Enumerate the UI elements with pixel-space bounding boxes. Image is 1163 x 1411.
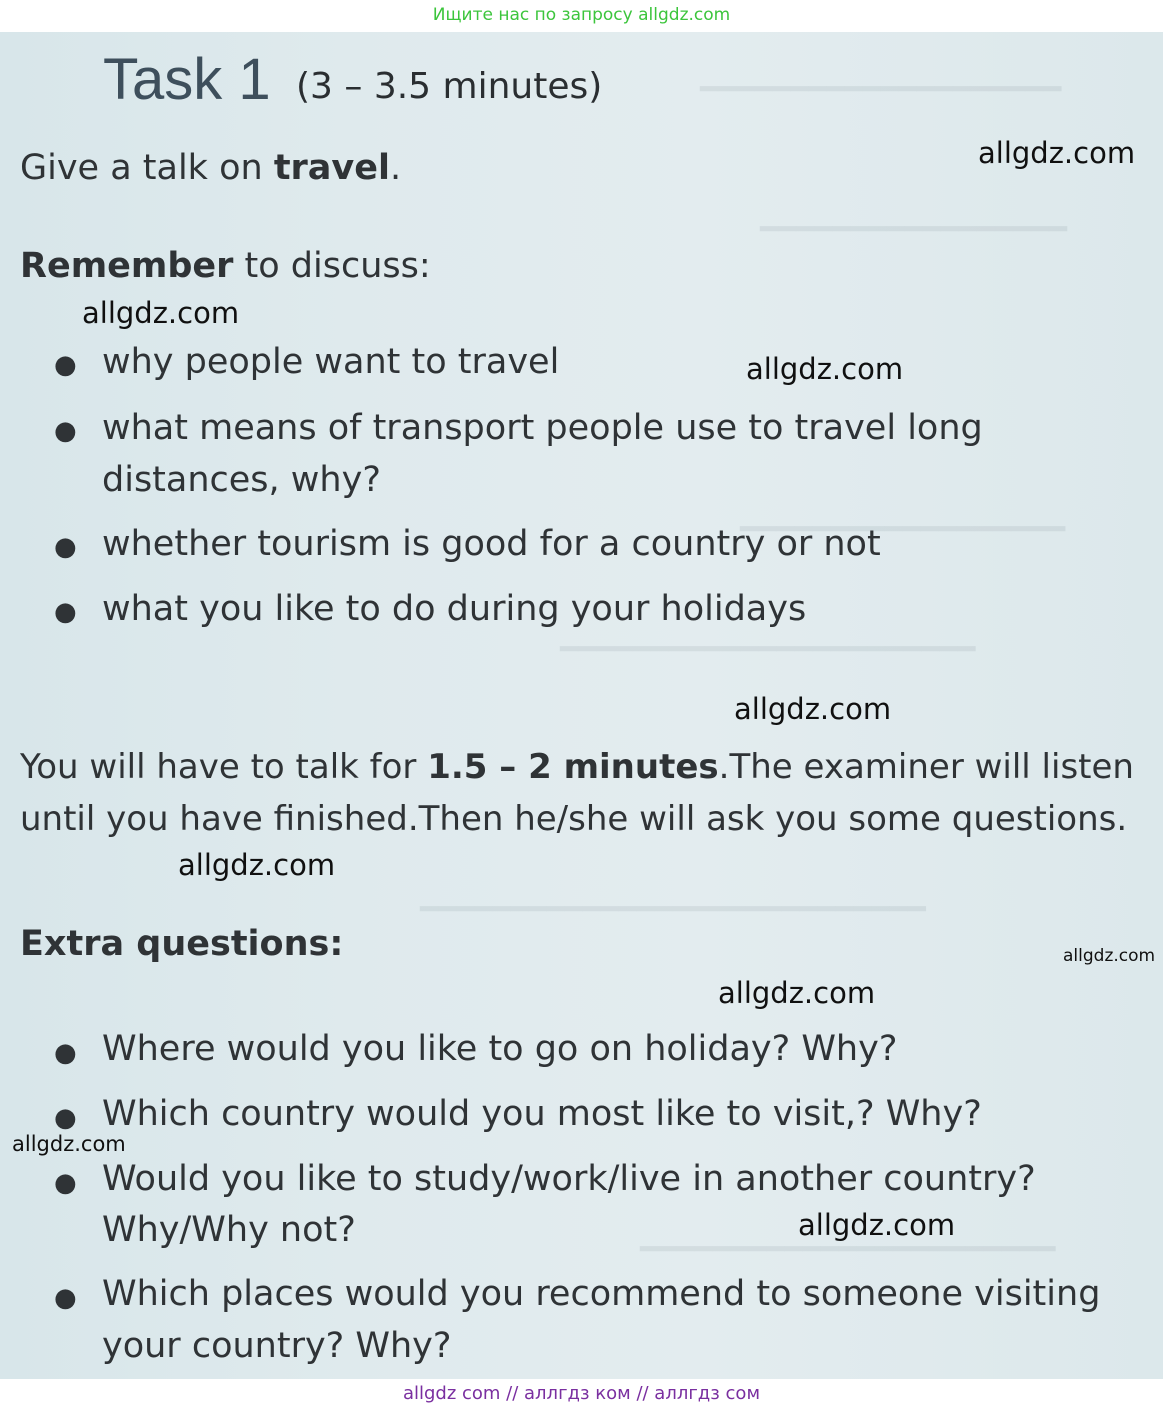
intro-suffix: . (389, 148, 402, 188)
bullet-icon: ● (54, 1038, 77, 1068)
document (0, 32, 1163, 1379)
extra-question: Which places would you recommend to someone visiting (102, 1274, 1101, 1314)
top-banner: Ищите нас по запросу allgdz.com (0, 0, 1163, 32)
bleed-through-decoration: ━━━━━━━━━━━━━━━━━━━━ (700, 73, 1062, 106)
bullet-icon: ● (54, 1103, 77, 1133)
bleed-through-decoration: ━━━━━━━━━━━━━━━━━━━━━━━ (640, 1233, 1056, 1266)
watermark: allgdz.com (1063, 946, 1156, 966)
bullet-icon: ● (54, 1168, 77, 1198)
instructions-line-1 (20, 740, 1134, 794)
remember-heading-rest: to discuss: (233, 246, 431, 286)
extra-question-continued: your country? Why? (102, 1326, 452, 1366)
remember-item: why people want to travel (102, 342, 560, 382)
task-title: Task 1 (103, 47, 271, 112)
bullet-icon: ● (54, 416, 77, 446)
bullet-icon: ● (54, 1283, 77, 1313)
extra-questions-heading: Extra questions: (20, 924, 344, 964)
bullet-icon: ● (54, 350, 77, 380)
remember-item: what means of transport people use to travel long (102, 408, 983, 448)
remember-item: whether tourism is good for a country or not (102, 524, 881, 564)
instructions-part1: You will have to talk for (20, 747, 428, 787)
intro-line (20, 148, 401, 188)
remember-item: what you like to do during your holidays (102, 589, 807, 629)
bullet-icon: ● (54, 532, 77, 562)
instructions-line-2: until you have finished.Then he/she will ask you some questions. (20, 799, 1128, 839)
remember-heading (20, 246, 431, 286)
task-duration: (3 – 3.5 minutes) (296, 66, 603, 107)
watermark: allgdz.com (734, 692, 892, 726)
remember-heading-bold: Remember (20, 246, 234, 286)
remember-item-continued: distances, why? (102, 460, 381, 500)
bleed-through-decoration: ━━━━━━━━━━━━━━━━━━ (740, 513, 1066, 546)
textbook-page (0, 32, 1163, 1379)
watermark: allgdz.com (746, 352, 904, 386)
instructions-part2: .The examiner will listen (718, 747, 1134, 787)
bleed-through-decoration: ━━━━━━━━━━━━━━━━━ (760, 213, 1068, 246)
watermark: allgdz.com (12, 1132, 126, 1156)
intro-prefix: Give a talk on (20, 148, 274, 188)
watermark: allgdz.com (798, 1208, 956, 1242)
extra-question: Which country would you most like to visit,? Why? (102, 1094, 982, 1134)
bullet-icon: ● (54, 597, 77, 627)
extra-question: Where would you like to go on holiday? Why? (102, 1029, 898, 1069)
watermark: allgdz.com (978, 136, 1136, 170)
bottom-banner: allgdz com // аллгдз ком // аллгдз сом (0, 1379, 1163, 1411)
extra-question-continued: Why/Why not? (102, 1210, 356, 1250)
extra-question: Would you like to study/work/live in another country? (102, 1159, 1036, 1199)
instructions-duration: 1.5 – 2 minutes (427, 747, 719, 787)
intro-topic: travel (273, 148, 390, 188)
bleed-through-decoration: ━━━━━━━━━━━━━━━━━━━━━━━━━━━━ (420, 893, 926, 926)
watermark: allgdz.com (178, 848, 336, 882)
watermark: allgdz.com (718, 976, 876, 1010)
watermark: allgdz.com (82, 296, 240, 330)
bleed-through-decoration: ━━━━━━━━━━━━━━━━━━━━━━━ (560, 633, 976, 666)
